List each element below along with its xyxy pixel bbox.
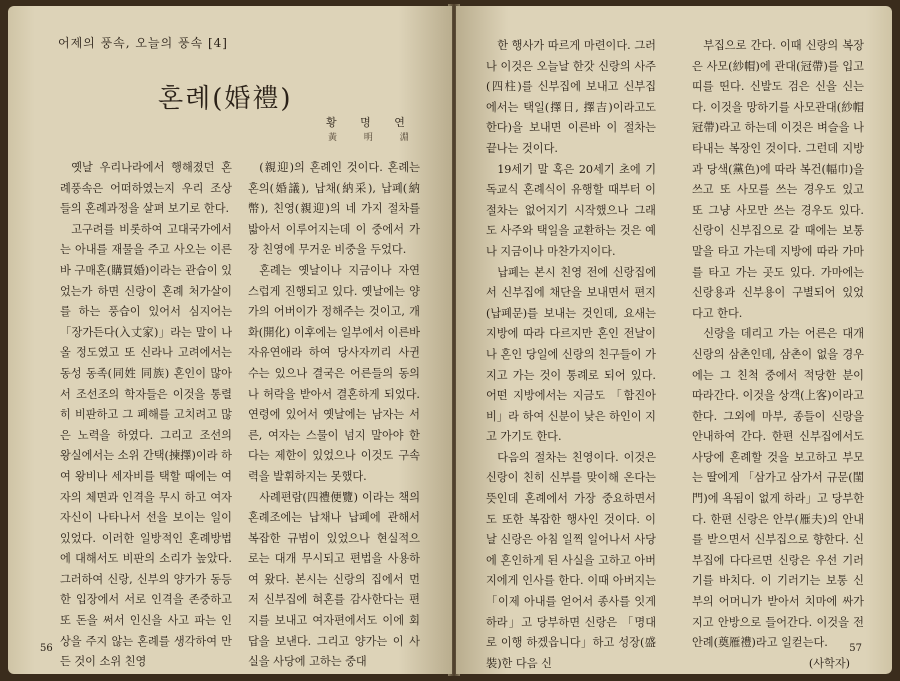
article-title: 혼례(婚禮) bbox=[158, 84, 293, 114]
paragraph: 부집으로 간다. 이때 신랑의 복장은 사모(紗帽)에 관대(冠帶)를 입고 띠를 띤다. 신발도 검은 신을 신는다. 이것을 망하기를 사모관대(紗帽冠帶)라고 하는데 이것은 벼슬을 나타내는 복장인 것이다. 그런데 지방과 당색(黨色)에 따라 복건(幅巾)을 쓰고 또 사모를 쓰는 경우도 있고 또 그냥 사모만 쓰는 경우도 있다. 신랑이 신부집으로 갈 때에는 보통 말을 타고 가는데 지방에 따라 가마를 타고 가는 곳도 있다. 가마에는 신랑용과 신부용이 구별되어 있었다고 한다. bbox=[692, 39, 864, 320]
paragraph: 납폐는 본시 친영 전에 신랑집에서 신부집에 채단을 보내면서 편지(납폐문)를 보내는 것인데, 요새는 지방에 따라 다르지만 혼인 전날이나 혼인 당일에 신랑의 친구들이 가지고 가는 것이 통례로 되어 있다. 어떤 지방에서는 지금도 「함진아비」라 하여 신분이 낮은 하인이 지고 가기도 한다. bbox=[486, 265, 656, 444]
paragraph: 혼례는 옛날이나 지금이나 자연스럽게 진행되고 있다. 옛날에는 양가의 어버이가 정해주는 것이고, 개화(開化) 이후에는 일부에서 이른바 자유연애라 하여 당사자끼리 사귄 수는 있으나 결국은 어른들의 동의나 허락을 받아서 결혼하게 되었다. 연령에 있어서 옛날에는 남자는 서른, 여자는 스물이 넘지 말아야 한다는 제한이 있었으나 이것도 구속력을 발휘하지는 못했다. bbox=[248, 263, 420, 483]
right-column-1 bbox=[486, 36, 656, 670]
paragraph: 신랑을 데리고 가는 어른은 대개 신랑의 삼촌인데, 삼촌이 없을 경우에는 그 친척 중에서 적당한 분이 따라간다. 이것을 상객(上客)이라고 한다. 그외에 마부, 종들이 신랑을 안내하여 간다. 한편 신부집에서도 사당에 혼례할 것을 보고하고 부모는 딸에게 「삼가고 삼가서 규문(閨門)에 욕됨이 없게 하라」고 당부한다. 한편 신랑은 안부(雁夫)의 안내를 받으면서 신부집으로 향한다. 신부집에 다다르면 신랑은 우선 기러기를 바치다. 이 기러기는 보통 신부의 어머니가 받아서 치마에 싸가지고 안방으로 들어간다. 이것을 전안례(奠雁禮)라고 일컫는다. bbox=[692, 327, 864, 650]
paragraph: 고구려를 비롯하여 고대국가에서는 아내를 재물을 주고 사오는 이른바 구매혼(購買婚)이라는 관습이 있었는가 하면 신랑이 혼례 처가살이를 하는 풍습이 있어서 심지어는 「장가든다(入丈家)」라는 말이 나올 정도였고 또 신라나 고려에서는 동성 동족(同姓 同族) 혼인이 많아서 조선조의 학자들은 이것을 통렬히 비판하고 그 폐해를 고치려고 많은 노력을 하였다. 그리고 조선의 왕실에서는 소위 간택(揀擇)이라 하여 왕비나 세자비를 택할 때에는 여자의 체면과 인격을 무시 하고 여자 자신이 나타나서 선을 보이는 일이 있었다. 이러한 일방적인 혼례방법에 대해서도 비판의 소리가 높았다. 그러하여 신랑, 신부의 양가가 동등한 입장에서 서로 인격을 존중하고 또 돈을 써서 인신을 사고 파는 인상을 주지 않는 혼례를 생각하여 만든 것이 소위 친영 bbox=[60, 222, 232, 669]
paragraph: 다음의 절차는 친영이다. 이것은 신랑이 친히 신부를 맞이해 온다는 뜻인데 혼례에서 가장 중요하면서도 또한 복잡한 행사인 것이다. 이날 신랑은 아침 일찍 일어나서 사당에 혼인하게 된 사실을 고하고 아버지에게 인사를 한다. 이때 아버지는 「이제 아내를 얻어서 종사를 잇게 하라」고 당부하면 신랑은 「명대로 이행 하겠읍니다」하고 성장(盛裝)한 다음 신 bbox=[486, 450, 656, 670]
paragraph: (親迎)의 혼례인 것이다. 혼례는 혼의(婚議), 납채(納采), 납폐(納幣), 친영(親迎)의 네 가지 절차를 밟아서 이루어지는데 이 중에서 가장 친영에 무거운 비중을 두었다. bbox=[248, 161, 420, 257]
author-note: (사학자) bbox=[808, 656, 850, 670]
right-page bbox=[456, 6, 892, 674]
paragraph: 19세기 말 혹은 20세기 초에 기독교식 혼례식이 유행할 때부터 이 절차는 없어지기 시작했으나 그래도 사주와 택일을 교환하는 것은 예나 지금이나 마찬가지이다. bbox=[486, 162, 656, 258]
author-name-hanja: 黃 明 淵 bbox=[328, 133, 421, 143]
author-name: 황 명 연 bbox=[326, 116, 415, 129]
left-column-2 bbox=[248, 158, 420, 669]
running-head: 어제의 풍속, 오늘의 풍속 [4] bbox=[58, 36, 228, 50]
paragraph: 옛날 우리나라에서 행해졌던 혼례풍속은 어떠하였는지 우리 조상들의 혼례과정을 살펴 보기로 한다. bbox=[60, 161, 232, 216]
page-number: 57 bbox=[849, 643, 862, 654]
paragraph: 사례편람(四禮便覽) 이라는 책의 혼례조에는 납채나 납폐에 관해서 복잡한 규범이 있었으나 현실적으로는 대개 무시되고 편법을 사용하여 왔다. 본시는 신랑의 집에서 먼저 신부집에 혀혼를 감사한다는 편지를 보내고 여자편에서도 이에 회답을 보낸다. 그리고 양가는 이 사실을 사당에 고하는 중대 bbox=[248, 490, 420, 669]
left-column-1 bbox=[60, 158, 232, 669]
left-page bbox=[8, 6, 452, 674]
paragraph: 한 행사가 따르게 마련이다. 그러나 이것은 오늘날 한갓 신랑의 사주(四柱)를 신부집에 보내고 신부집에서는 택일(擇日, 擇吉)이라고도 한다)을 보내면 이른바 이 절차는 끝나는 것이다. bbox=[486, 39, 656, 155]
page-number: 56 bbox=[40, 643, 53, 654]
